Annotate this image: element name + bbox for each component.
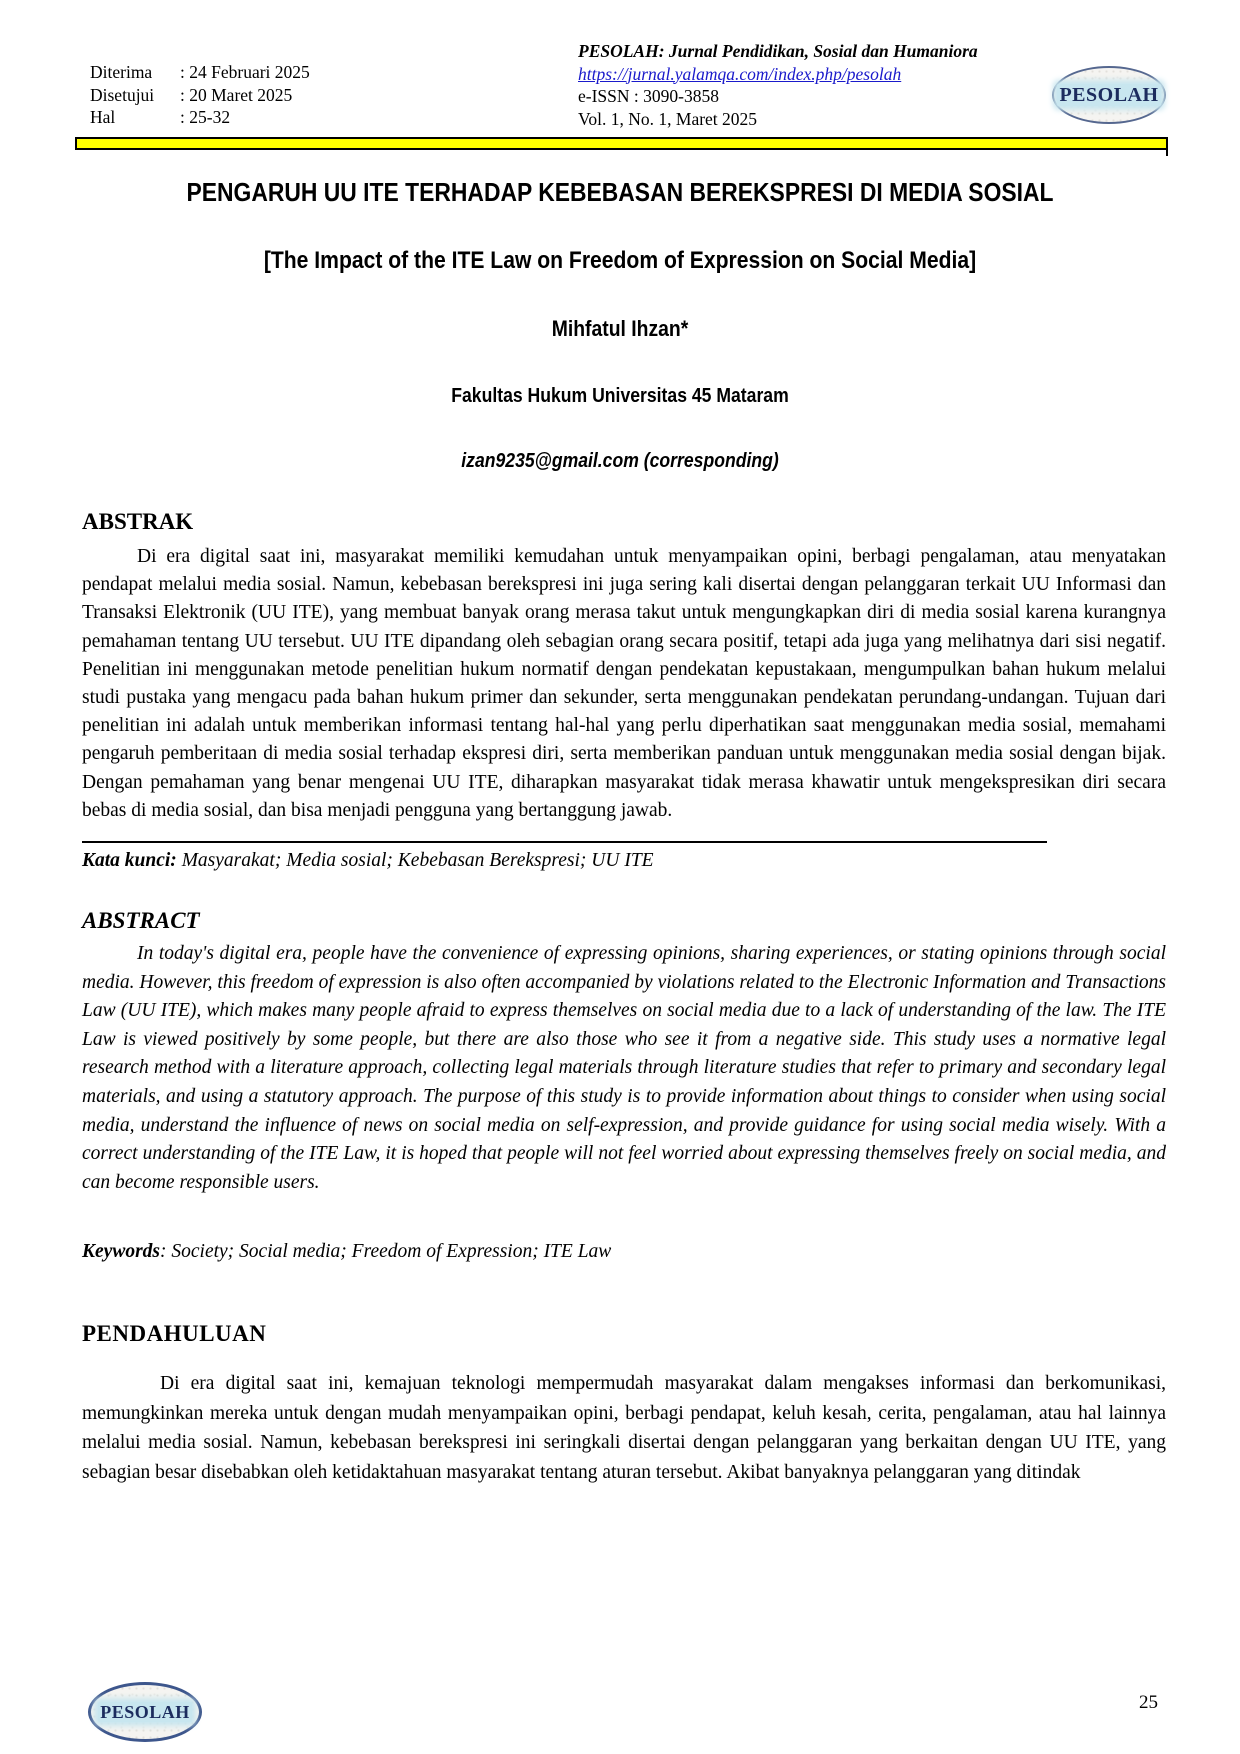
kata-kunci-line <box>82 850 1166 872</box>
submission-meta <box>90 40 578 130</box>
accepted-value: : 20 Maret 2025 <box>180 84 293 105</box>
pesolah-logo-icon <box>1052 66 1166 124</box>
journal-eissn: e-ISSN : 3090-3858 <box>578 86 719 106</box>
keywords-divider-line <box>82 841 1047 843</box>
pages-label: Hal <box>90 107 116 127</box>
article-body <box>82 509 1166 1487</box>
meta-row-accepted <box>90 84 578 107</box>
corresponding-email: izan9235@gmail.com (corresponding) <box>461 450 779 472</box>
journal-title: PESOLAH: Jurnal Pendidikan, Sosial dan Humaniora <box>578 41 978 61</box>
abstract-heading: ABSTRACT <box>82 908 200 934</box>
article-title-indonesian: PENGARUH UU ITE TERHADAP KEBEBASAN BEREKSPRESI DI MEDIA SOSIAL <box>186 177 1054 207</box>
received-value: : 24 Februari 2025 <box>180 62 310 82</box>
received-label: Diterima <box>90 62 153 82</box>
journal-logo-footer <box>88 1682 202 1742</box>
meta-row-received <box>90 61 578 84</box>
introduction-paragraph: Di era digital saat ini, kemajuan teknologi mempermudah masyarakat dalam mengakses informasi dan berkomunikasi, memungkinkan mereka untuk dengan mudah menyampaikan opini, berbagi pendapat, keluh kesah, cerita, pengalaman, atau hal lainnya melalui media sosial. Namun, kebebasan berekspresi ini seringkali disertai dengan pelanggaran yang berkaitan dengan UU ITE, yang sebagian besar disebabkan oleh ketidaktahuan masyarakat tentang aturan tersebut. Akibat banyaknya pelanggaran yang ditindak <box>82 1373 1166 1483</box>
journal-info <box>578 40 1044 130</box>
page-header <box>0 0 1240 130</box>
journal-url-link[interactable]: https://jurnal.yalamqa.com/index.php/pesolah <box>578 63 902 84</box>
author-name: Mihfatul Ihzan* <box>551 316 689 341</box>
keywords-label: Keywords <box>82 1241 160 1263</box>
accepted-label: Disetujui <box>90 84 155 105</box>
article-title-english: [The Impact of the ITE Law on Freedom of Expression on Social Media] <box>263 247 977 274</box>
meta-row-pages <box>90 106 578 129</box>
header-divider-bar <box>75 137 1168 150</box>
abstract-paragraph: In today's digital era, people have the convenience of expressing opinions, sharing experiences, or stating opinions through social media. However, this freedom of expression is also often accompanied by violations related to the Electronic Information and Transactions Law (UU ITE), which makes many people afraid to express themselves on social media due to a lack of understanding of the law. The ITE Law is viewed positively by some people, but there are also those who see it from a negative side. This study uses a normative legal research method with a literature approach, collecting legal materials through literature studies that refer to primary and secondary legal materials, and using a statutory approach. The purpose of this study is to provide information about things to consider when using social media, understand the influence of news on social media on self-expression, and provide guidance for using social media wisely. With a correct understanding of the ITE Law, it is hoped that people will not feel worried about expressing themselves freely on social media, and can become responsible users. <box>82 943 1166 1193</box>
journal-logo-header <box>1052 66 1166 130</box>
pesolah-logo-icon <box>88 1682 202 1742</box>
abstrak-paragraph: Di era digital saat ini, masyarakat memiliki kemudahan untuk menyampaikan opini, berbagi pengalaman, atau menyatakan pendapat melalui media sosial. Namun, kebebasan berekspresi ini juga sering kali disertai dengan pelanggaran terkait UU Informasi dan Transaksi Elektronik (UU ITE), yang membuat banyak orang merasa takut untuk mengungkapkan diri di media sosial karena kurangnya pemahaman tentang UU tersebut. UU ITE dipandang oleh sebagian orang secara positif, tetapi ada juga yang melihatnya dari sisi negatif. Penelitian ini menggunakan metode penelitian hukum normatif dengan pendekatan kepustakaan, mengumpulkan bahan hukum melalui studi pustaka yang mengacu pada bahan hukum primer dan sekunder, serta menggunakan pendekatan perundang-undangan. Tujuan dari penelitian ini adalah untuk memberikan informasi tentang hal-hal yang perlu diperhatikan saat menggunakan media sosial, memahami pengaruh pemberitaan di media sosial terhadap ekspresi diri, serta memberikan panduan untuk menggunakan media sosial dengan bijak. Dengan pemahaman yang benar mengenai UU ITE, diharapkan masyarakat tidak merasa khawatir untuk mengekspresikan diri secara bebas di media sosial, dan bisa menjadi pengguna yang bertanggung jawab. <box>82 546 1166 821</box>
introduction-heading: PENDAHULUAN <box>82 1321 267 1347</box>
pages-value: : 25-32 <box>180 107 231 127</box>
keywords-line <box>82 1241 1166 1263</box>
logo-text: PESOLAH <box>100 1702 190 1722</box>
title-block <box>0 177 1240 473</box>
author-affiliation: Fakultas Hukum Universitas 45 Mataram <box>451 385 789 407</box>
logo-text: PESOLAH <box>1059 84 1159 106</box>
journal-volume: Vol. 1, No. 1, Maret 2025 <box>578 108 758 129</box>
abstrak-heading: ABSTRAK <box>82 509 194 534</box>
kata-kunci-label: Kata kunci: <box>82 850 177 872</box>
kata-kunci-values: Masyarakat; Media sosial; Kebebasan Berekspresi; UU ITE <box>176 850 654 872</box>
keywords-values: : Society; Social media; Freedom of Expression; ITE Law <box>160 1241 612 1263</box>
page-number: 25 <box>1139 1692 1158 1713</box>
